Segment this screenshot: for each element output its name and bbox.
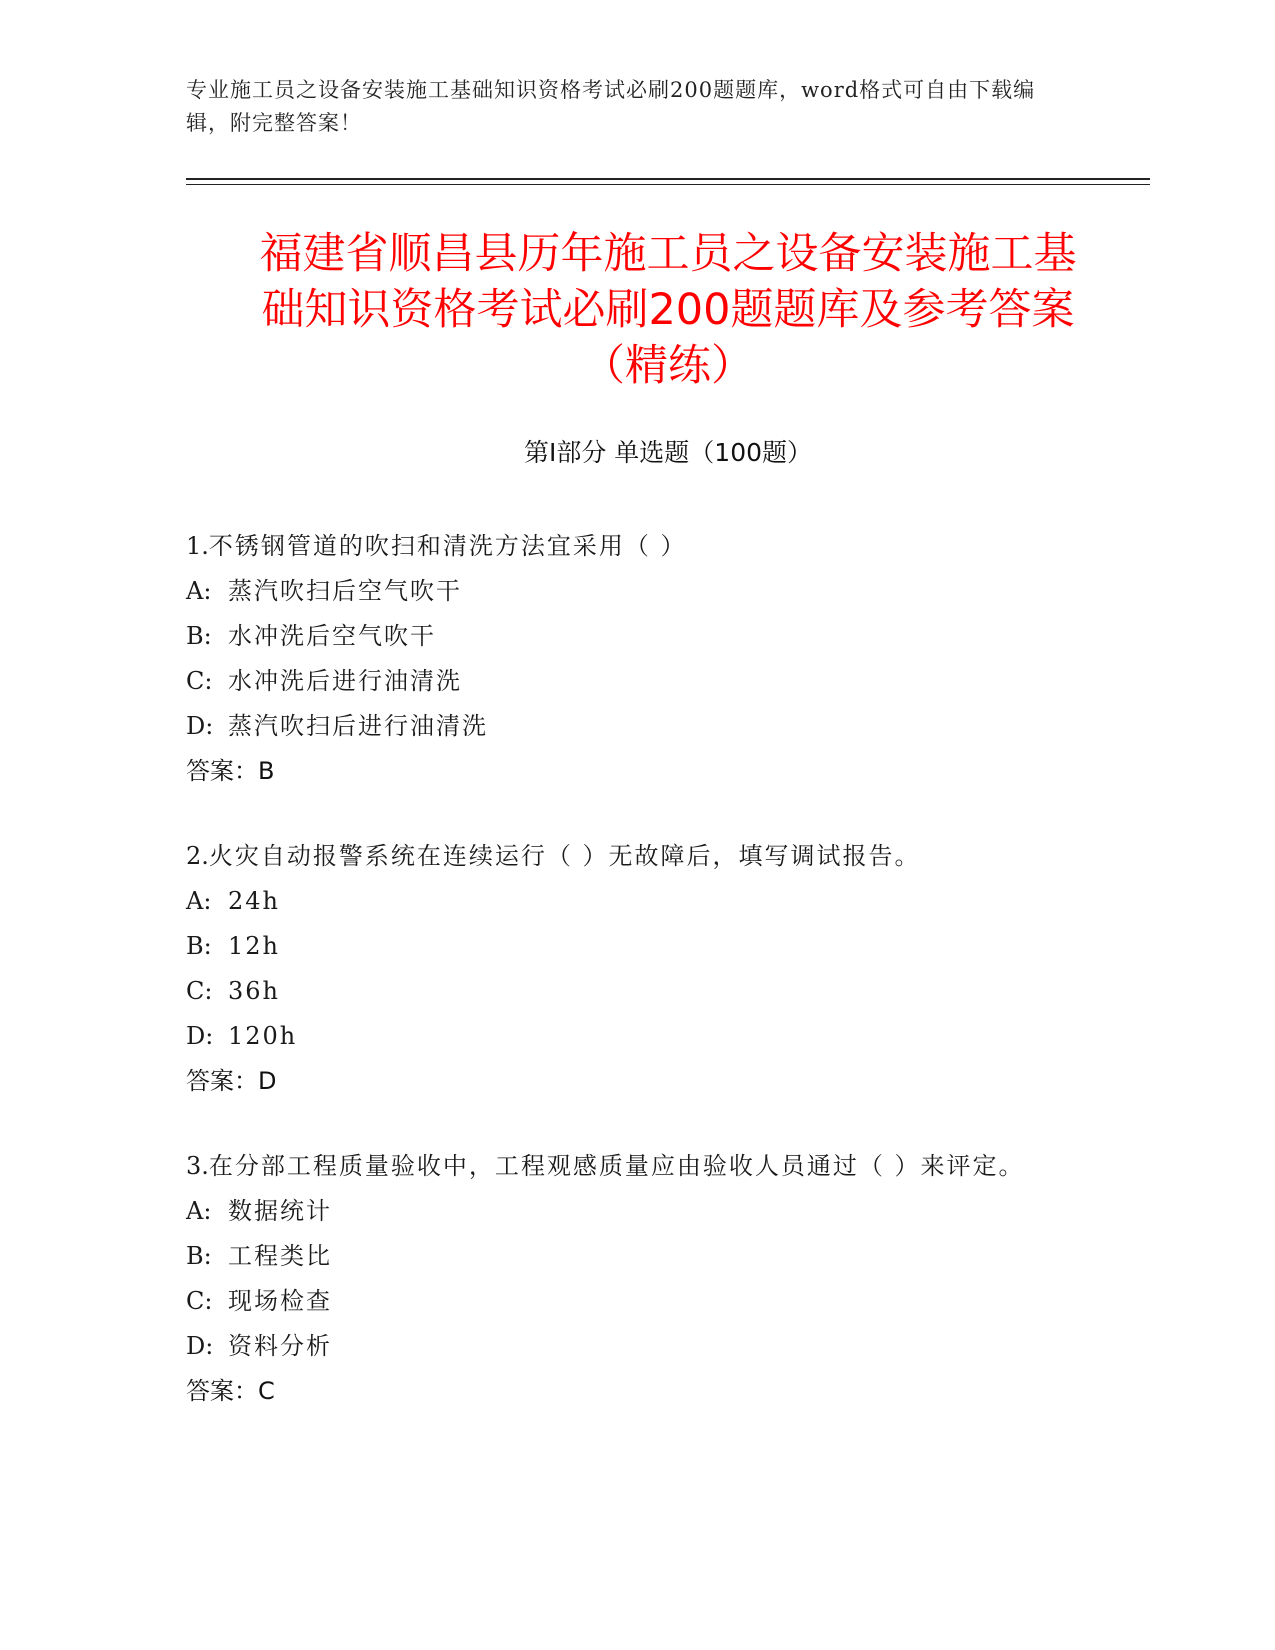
option-d xyxy=(186,1014,1086,1059)
question-stem xyxy=(186,524,1086,569)
option-text: 现场检查 xyxy=(228,1287,332,1315)
option-b xyxy=(186,614,1086,659)
header-rule-thin xyxy=(186,184,1150,185)
option-text: 资料分析 xyxy=(228,1332,332,1360)
option-key: A: xyxy=(186,1197,212,1225)
option-key: B: xyxy=(186,622,212,650)
question-number: 1. xyxy=(186,532,209,560)
option-c xyxy=(186,969,1086,1014)
section-heading: 第Ⅰ部分 单选题（100题） xyxy=(523,438,813,467)
question-stem xyxy=(186,834,1086,879)
option-key: A: xyxy=(186,887,212,915)
option-c xyxy=(186,1279,1086,1324)
answer-line: 答案：B xyxy=(186,757,275,785)
document-title xyxy=(186,226,1150,394)
answer-line: 答案：C xyxy=(186,1377,275,1405)
option-key: A: xyxy=(186,577,212,605)
question-number: 2. xyxy=(186,842,209,870)
option-b xyxy=(186,924,1086,969)
question-text: 不锈钢管道的吹扫和清洗方法宜采用（ ） xyxy=(208,532,687,560)
title-line-2: 础知识资格考试必刷200题题库及参考答案 xyxy=(261,285,1075,335)
option-text: 数据统计 xyxy=(228,1197,332,1225)
option-text: 水冲洗后进行油清洗 xyxy=(228,667,462,695)
option-text: 120h xyxy=(228,1022,298,1050)
option-d xyxy=(186,704,1086,749)
option-text: 蒸汽吹扫后空气吹干 xyxy=(228,577,462,605)
option-text: 36h xyxy=(228,977,280,1005)
option-text: 蒸汽吹扫后进行油清洗 xyxy=(228,712,488,740)
answer-line: 答案：D xyxy=(186,1067,277,1095)
option-text: 水冲洗后空气吹干 xyxy=(228,622,436,650)
header-note: 专业施工员之设备安装施工基础知识资格考试必刷200题题库，word格式可自由下载编辑，附完整答案！ xyxy=(186,78,1036,135)
option-key: D: xyxy=(186,712,214,740)
option-key: D: xyxy=(186,1022,214,1050)
option-d xyxy=(186,1324,1086,1369)
option-text: 12h xyxy=(228,932,280,960)
option-a xyxy=(186,1189,1086,1234)
question-text: 火灾自动报警系统在连续运行（ ）无故障后，填写调试报告。 xyxy=(208,842,921,870)
option-a xyxy=(186,569,1086,614)
option-key: D: xyxy=(186,1332,214,1360)
option-key: C: xyxy=(186,1287,213,1315)
question-item xyxy=(186,524,1086,794)
title-line-3: （精练） xyxy=(582,341,754,391)
question-stem xyxy=(186,1144,1086,1189)
option-a xyxy=(186,879,1086,924)
option-b xyxy=(186,1234,1086,1279)
option-key: B: xyxy=(186,932,212,960)
question-item xyxy=(186,834,1086,1104)
question-text: 在分部工程质量验收中，工程观感质量应由验收人员通过（ ）来评定。 xyxy=(208,1152,1025,1180)
option-key: C: xyxy=(186,977,213,1005)
header-rule-thick xyxy=(186,178,1150,180)
option-key: B: xyxy=(186,1242,212,1270)
option-text: 工程类比 xyxy=(228,1242,332,1270)
option-c xyxy=(186,659,1086,704)
question-number: 3. xyxy=(186,1152,209,1180)
option-text: 24h xyxy=(228,887,280,915)
title-line-1: 福建省顺昌县历年施工员之设备安装施工基 xyxy=(259,229,1077,279)
question-item xyxy=(186,1144,1086,1414)
question-list xyxy=(186,524,1086,1454)
option-key: C: xyxy=(186,667,213,695)
